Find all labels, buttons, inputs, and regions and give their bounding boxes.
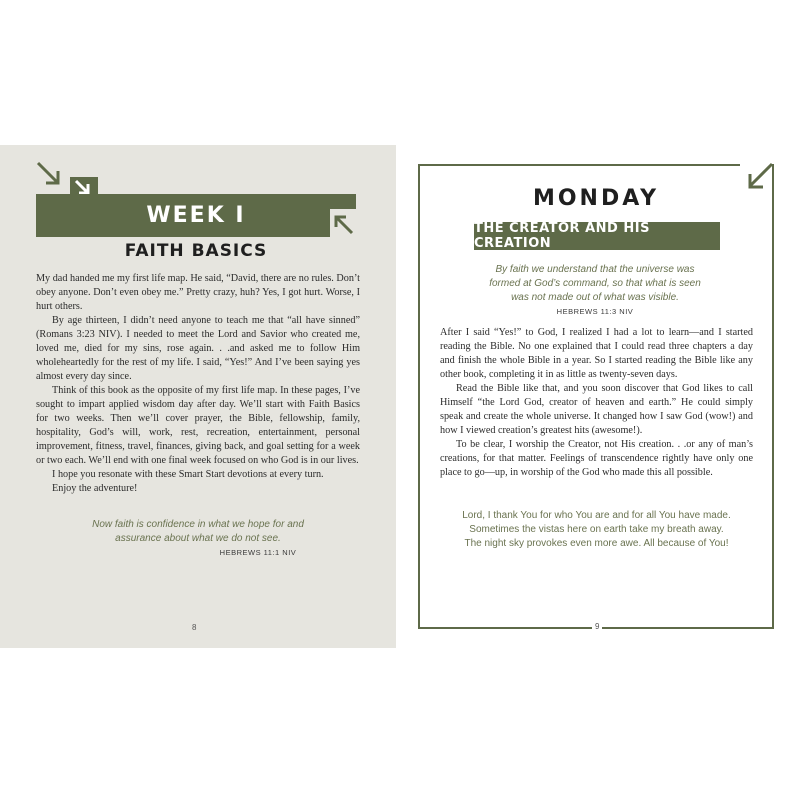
devotion-title: THE CREATOR AND HIS CREATION [474, 221, 650, 251]
verse-line: assurance about what we do not see. [115, 533, 281, 544]
paragraph: Read the Bible like that, and you soon discover that God likes to call Himself “the Lord God, creator of heaven and earth.” He could simply speak and create the whole universe. It changed how I saw God (wow!) and how I viewed creation’s greatest hits (awesome!). [440, 383, 753, 436]
arrow-up-left-icon [330, 209, 356, 237]
key-verse [36, 518, 360, 560]
devotion-title-banner [474, 222, 720, 250]
week-title-banner [36, 194, 356, 237]
paragraph: After I said “Yes!” to God, I realized I had a lot to learn—and I started reading the Bible. No one explained that I could read three chapters a day and finish the whole Bible in a year. So I started reading the Bible like any other book, completing it in as little as twenty-seven days. [440, 327, 753, 380]
right-body-text [440, 326, 753, 480]
page-number: 9 [592, 622, 602, 631]
key-verse [440, 263, 750, 319]
page-number: 8 [192, 623, 197, 632]
paragraph: Enjoy the adventure! [52, 483, 138, 494]
left-body-text [36, 272, 360, 496]
prayer-line: Sometimes the vistas here on earth take my breath away. [469, 524, 724, 535]
verse-line: formed at God’s command, so that what is seen [489, 278, 701, 289]
week-subtitle: FAITH BASICS [124, 241, 268, 261]
week-title: WEEK I [146, 203, 246, 228]
left-page [0, 145, 396, 648]
paragraph: My dad handed me my first life map. He said, “David, there are no rules. Don’t obey anyone. Don’t even obey me.” Pretty crazy, huh? Yes, I got hurt. Worse, I hurt others. [36, 273, 360, 312]
paragraph: To be clear, I worship the Creator, not His creation. . .or any of man’s creations, for that matter. Feelings of transcendence rightly have only one place to go—up, in worship of the God who made this all possible. [440, 439, 753, 478]
paragraph: By age thirteen, I didn’t need anyone to teach me that “all have sinned” (Romans 3:23 NIV). I needed to meet the Lord and Savior who created me, loved me, died for my sins, rose again. . .and asked me to follow Him wholeheartedly for the rest of my life. I said, “Yes!” And I’ve been saying yes almost every day since. [36, 315, 360, 382]
paragraph: I hope you resonate with these Smart Start devotions at every turn. [52, 469, 324, 480]
verse-line: was not made out of what was visible. [511, 292, 679, 303]
verse-reference: HEBREWS 11:1 NIV [219, 548, 297, 557]
prayer [440, 509, 753, 551]
verse-line: By faith we understand that the universe was [495, 264, 695, 275]
frame-top-border [418, 164, 740, 166]
prayer-line: Lord, I thank You for who You are and for all You have made. [462, 510, 731, 521]
day-title: MONDAY [532, 186, 660, 211]
verse-line: Now faith is confidence in what we hope for and [92, 519, 304, 530]
prayer-line: The night sky provokes even more awe. All because of You! [464, 538, 729, 549]
verse-reference: HEBREWS 11:3 NIV [556, 307, 634, 316]
paragraph: Think of this book as the opposite of my first life map. In these pages, I’ve sought to impart applied wisdom day after day. We’ll start with Faith Basics for two weeks. Then we’ll cover prayer, the Bible, fellowship, family, hospitality, God’s will, work, rest, recreation, entertainment, personal improvement, fitness, travel, finances, giving back, and goal setting for a week or two each. We’ll end with one final week focused on who God is in our lives. [36, 385, 360, 466]
